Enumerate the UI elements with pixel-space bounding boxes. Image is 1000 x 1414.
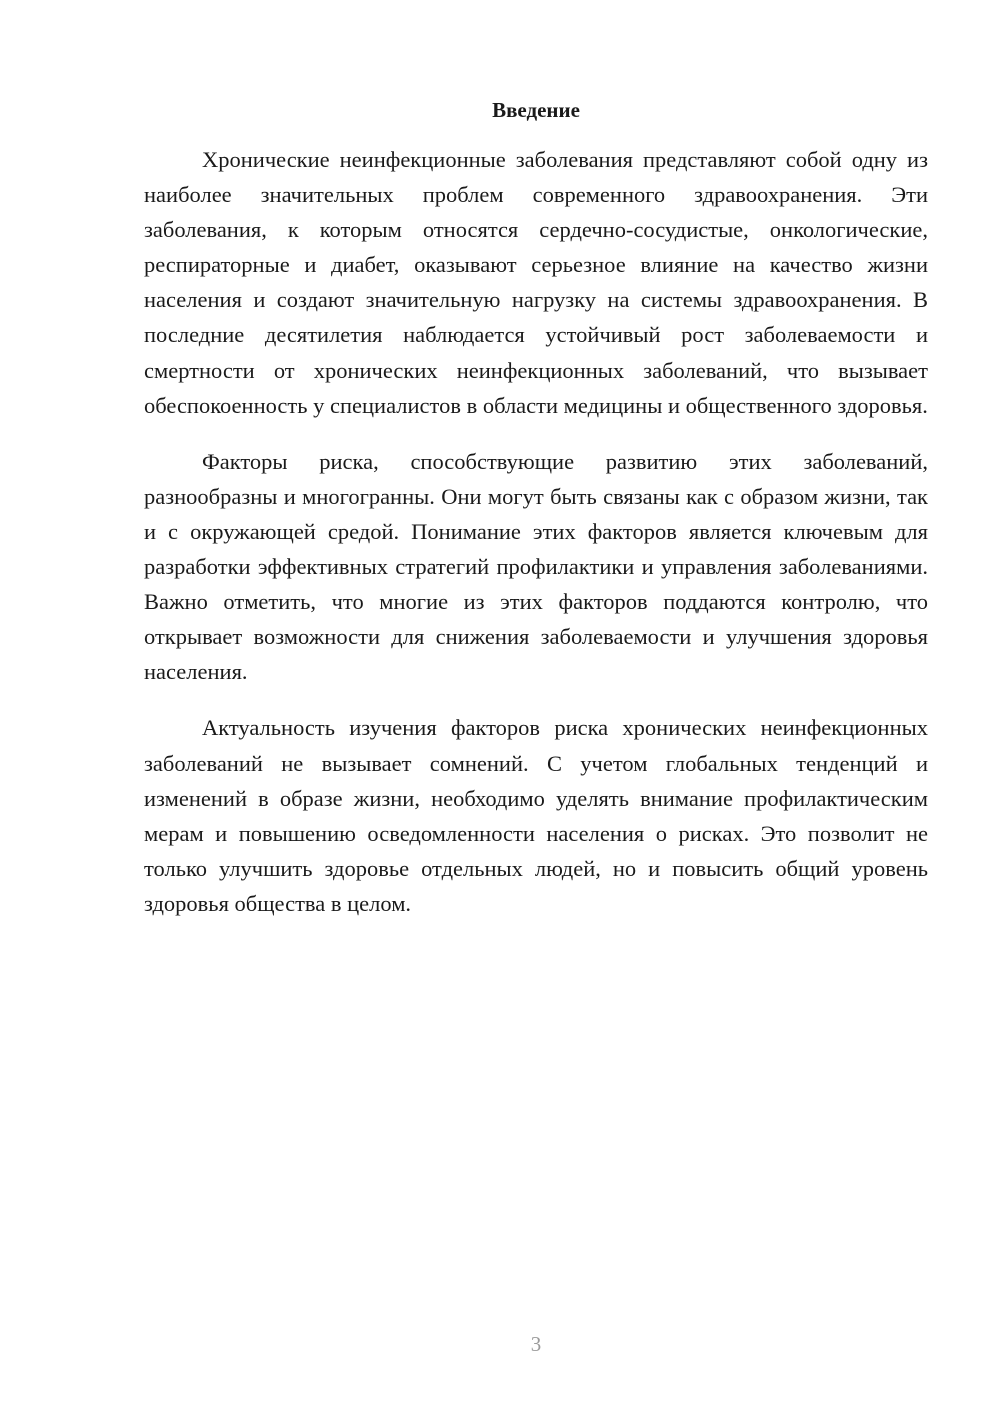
section-title: Введение [492,98,580,122]
paragraph-3: Актуальность изучения факторов риска хронических неинфекционных заболеваний не вызывает сомнений. С учетом глобальных тенденций и изменений в образе жизни, необходимо уделять внимание профилактическим мерам и повышению осведомленности населения о рисках. Это позволит не только улучшить здоровье отдельных людей, но и повысить общий уровень здоровья общества в целом. [144,715,928,916]
page-number: 3 [530,1332,542,1356]
paragraph-2: Факторы риска, способствующие развитию этих заболеваний, разнообразны и многогранны. Они могут быть связаны как с образом жизни, так и с окружающей средой. Понимание этих факторов является ключевым для разработки эффективных стратегий профилактики и управления заболеваниями. Важно отметить, что многие из этих факторов поддаются контролю, что открывает возможности для снижения заболеваемости и улучшения здоровья населения. [144,448,928,685]
paragraph-1: Хронические неинфекционные заболевания представляют собой одну из наиболее значительных проблем современного здравоохранения. Эти заболевания, к которым относятся сердечно-сосудистые, онкологические, респираторные и диабет, оказывают серьезное влияние на качество жизни населения и создают значительную нагрузку на системы здравоохранения. В последние десятилетия наблюдается устойчивый рост заболеваемости и смертности от хронических неинфекционных заболеваний, что вызывает обеспокоенность у специалистов в области медицины и общественного здоровья. [144,147,928,418]
page-content [144,92,928,942]
